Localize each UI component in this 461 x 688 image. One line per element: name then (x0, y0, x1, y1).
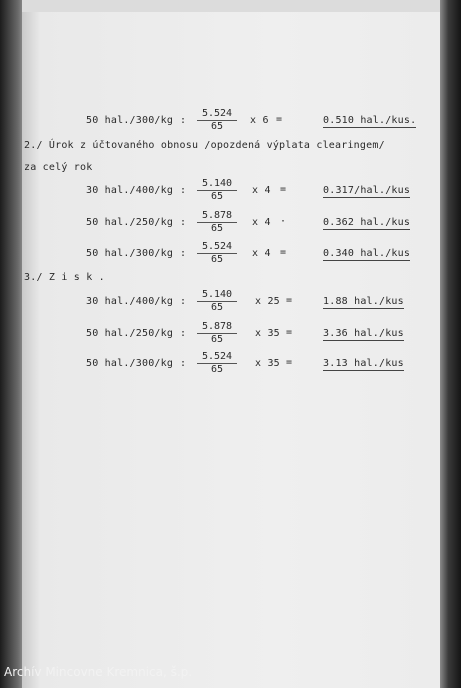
fraction-denominator: 65 (210, 121, 224, 132)
fraction (197, 322, 237, 345)
fraction-denominator: 65 (210, 223, 224, 234)
section-heading: 3./ Z i s k . (24, 272, 105, 283)
fraction-denominator: 65 (210, 191, 224, 202)
multiplier: x 25 (255, 296, 280, 307)
fraction (197, 290, 237, 313)
result-value: 3.36 hal./kus (323, 328, 404, 339)
fraction-numerator: 5.878 (201, 210, 233, 221)
rate-label: 50 hal./300/kg (86, 115, 174, 126)
fraction-numerator: 5.524 (201, 241, 233, 252)
page-top-strip (22, 0, 442, 12)
result-value: 1.88 hal./kus (323, 296, 404, 307)
archive-watermark: Archív Mincovne Kremnica, š.p. (4, 665, 193, 679)
multiplier: x 35 (255, 328, 280, 339)
equals-sign: = (276, 114, 283, 125)
fraction-numerator: 5.878 (201, 321, 233, 332)
colon: : (180, 358, 187, 369)
equals-sign: = (280, 247, 287, 258)
fraction-numerator: 5.524 (201, 351, 233, 362)
fraction-denominator: 65 (210, 364, 224, 375)
colon: : (180, 328, 187, 339)
page-edge (440, 0, 461, 688)
colon: : (180, 248, 187, 259)
equals-sign: = (286, 357, 293, 368)
result-value: 0.510 hal./kus. (323, 115, 417, 126)
colon: : (180, 115, 187, 126)
fraction (197, 352, 237, 375)
rate-label: 50 hal./300/kg (86, 248, 174, 259)
result-value: 0.340 hal./kus (323, 248, 411, 259)
equals-sign: · (280, 216, 287, 227)
fraction-denominator: 65 (210, 334, 224, 345)
colon: : (180, 296, 187, 307)
result-value: 0.317/hal./kus (323, 185, 411, 196)
fraction-numerator: 5.140 (201, 178, 233, 189)
multiplier: x 4 (252, 217, 271, 228)
fraction (197, 109, 237, 132)
colon: : (180, 217, 187, 228)
multiplier: x 4 (252, 248, 271, 259)
multiplier: x 6 (250, 115, 269, 126)
section-heading: 2./ Úrok z účtovaného obnosu /opozdená výplata clearingem/ (24, 140, 385, 151)
section-subheading: za celý rok (24, 162, 93, 173)
equals-sign: = (280, 184, 287, 195)
fraction-numerator: 5.524 (201, 108, 233, 119)
fraction (197, 179, 237, 202)
fraction (197, 242, 237, 265)
result-value: 3.13 hal./kus (323, 358, 404, 369)
equals-sign: = (286, 327, 293, 338)
multiplier: x 4 (252, 185, 271, 196)
colon: : (180, 185, 187, 196)
multiplier: x 35 (255, 358, 280, 369)
result-value: 0.362 hal./kus (323, 217, 411, 228)
fraction-denominator: 65 (210, 302, 224, 313)
rate-label: 50 hal./250/kg (86, 328, 174, 339)
fraction-numerator: 5.140 (201, 289, 233, 300)
fraction (197, 211, 237, 234)
equals-sign: = (286, 295, 293, 306)
rate-label: 30 hal./400/kg (86, 185, 174, 196)
fraction-denominator: 65 (210, 254, 224, 265)
rate-label: 50 hal./250/kg (86, 217, 174, 228)
rate-label: 50 hal./300/kg (86, 358, 174, 369)
rate-label: 30 hal./400/kg (86, 296, 174, 307)
